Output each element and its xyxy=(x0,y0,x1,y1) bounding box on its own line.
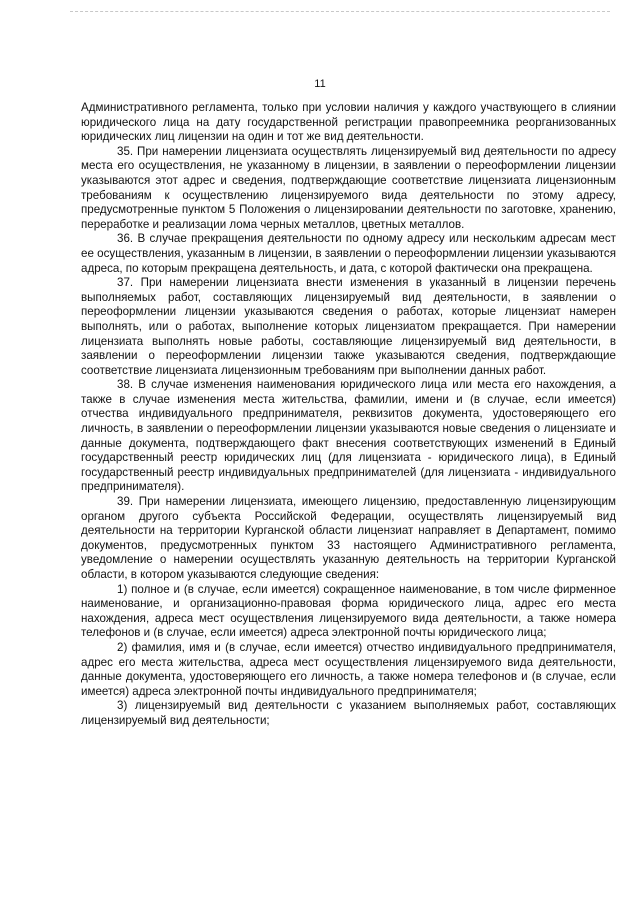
list-item-2: 2) фамилия, имя и (в случае, если имеется) отчество индивидуального предпринимателя, адрес его места жительства, адреса мест осуществления лицензируемого вида деятельности, данные документа, удостоверяющего его личность, а также номера телефонов и (в случае, если имеется) адреса электронной почты индивидуального предпринимателя; xyxy=(81,640,616,698)
list-item-1: 1) полное и (в случае, если имеется) сокращенное наименование, в том числе фирменное наименование, и организационно-правовая форма юридического лица, адрес его места нахождения, адреса мест осуществления лицензируемого вида деятельности, а также номера телефонов и (в случае, если имеется) адреса электронной почты юридического лица; xyxy=(81,582,616,640)
document-body xyxy=(81,101,616,729)
list-item-3: 3) лицензируемый вид деятельности с указанием выполняемых работ, составляющих лицензируемый вид деятельности; xyxy=(81,699,616,727)
scan-top-border xyxy=(70,11,610,12)
paragraph-continuation: Административного регламента, только при условии наличия у каждого участвующего в слиянии юридического лица на дату государственной регистрации правопреемника реорганизованных юридических лиц лицензии на один и тот же вид деятельности. xyxy=(81,101,616,144)
paragraph-37: 37. При намерении лицензиата внести изменения в указанный в лицензии перечень выполняемых работ, составляющих лицензируемый вид деятельности, в заявлении о переоформлении лицензии указываются сведения о работах, которые лицензиат намерен выполнять, или о работах, выполнение которых лицензиатом прекращается. При намерении лицензиата выполнять новые работы, составляющие лицензируемый вид деятельности, в заявлении о переоформлении лицензии также указываются сведения, подтверждающие соответствие лицензиата лицензионным требованиям при выполнении данных работ. xyxy=(81,276,616,377)
paragraph-39: 39. При намерении лицензиата, имеющего лицензию, предоставленную лицензирующим органом другого субъекта Российской Федерации, осуществлять лицензируемый вид деятельности на территории Курганской области лицензиат направляет в Департамент, помимо документов, предусмотренных пунктом 33 настоящего Административного регламента, уведомление о намерении осуществлять указанную деятельность на территории Курганской области, в котором указываются следующие сведения: xyxy=(81,495,616,581)
paragraph-35: 35. При намерении лицензиата осуществлять лицензируемый вид деятельности по адресу места его осуществления, не указанному в лицензии, в заявлении о переоформлении лицензии указываются этот адрес и сведения, подтверждающие соответствие лицензиата лицензионным требованиям к осуществлению лицензируемого вида деятельности по этому адресу, предусмотренные пунктом 5 Положения о лицензировании деятельности по заготовке, хранению, переработке и реализации лома черных металлов, цветных металлов. xyxy=(81,144,616,231)
paragraph-36: 36. В случае прекращения деятельности по одному адресу или нескольким адресам мест ее осуществления, указанным в лицензии, в заявлении о переоформлении лицензии указываются адреса, по которым прекращена деятельность, и дата, с которой фактически она прекращена. xyxy=(81,232,616,275)
paragraph-38: 38. В случае изменения наименования юридического лица или места его нахождения, а также в случае изменения места жительства, фамилии, имени и (в случае, если имеется) отчества индивидуального предпринимателя, реквизитов документа, удостоверяющего его личность, в заявлении о переоформлении лицензии указываются новые сведения о лицензиате и данные документа, подтверждающего факт внесения соответствующих изменений в Единый государственный реестр юридических лиц (для лицензиата - юридического лица), в Единый государственный реестр индивидуальных предпринимателей (для лицензиата - индивидуального предпринимателя). xyxy=(81,378,616,494)
page-number: 11 xyxy=(314,78,326,90)
